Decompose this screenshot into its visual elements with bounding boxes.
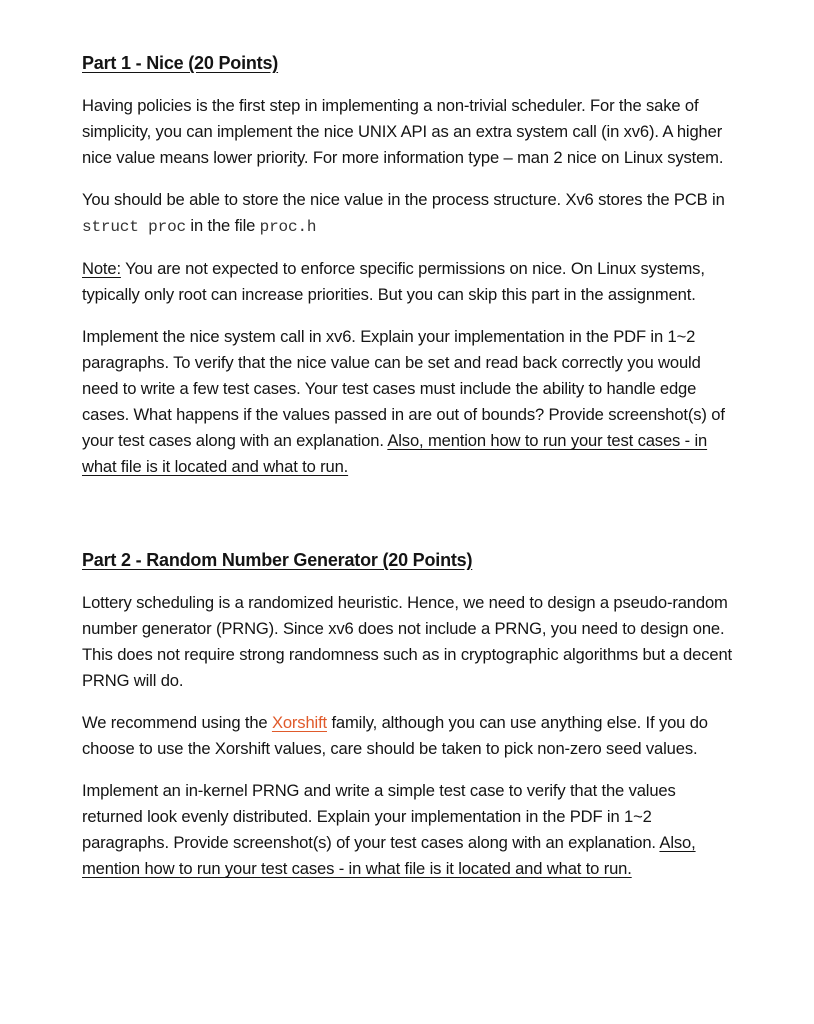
part2-xorshift-text-b: family, although you can use anything else. If you do choose to use the Xorshift values, care should be taken to pick non-zero seed values.	[82, 713, 708, 758]
part1-implement-text: Implement the nice system call in xv6. Explain your implementation in the PDF in 1~2 paragraphs. To verify that the nice value can be set and read back correctly you would need to write a few test cases. Your test cases must include the ability to handle edge cases. What happens if the values passed in are out of bounds? Provide screenshot(s) of your test cases along with an explanation.	[82, 327, 725, 450]
part1-paragraph-storage	[82, 187, 732, 240]
part1-paragraph-note	[82, 256, 732, 308]
code-struct-proc: struct proc	[82, 218, 186, 236]
part1-storage-text-b: in the file	[185, 216, 260, 235]
part2-paragraph-lottery: Lottery scheduling is a randomized heuristic. Hence, we need to design a pseudo-random number generator (PRNG). Since xv6 does not include a PRNG, you need to design one. This does not require strong randomness such as in cryptographic algorithms but a decent PRNG will do.	[82, 593, 732, 690]
xorshift-link[interactable]: Xorshift	[271, 713, 327, 732]
code-proc-h: proc.h	[259, 218, 317, 236]
note-label: Note:	[82, 259, 121, 278]
part1-run-instructions: Also, mention how to run your test cases - in what file is it located and what to run.	[82, 431, 708, 476]
part2-heading: Part 2 - Random Number Generator (20 Points)	[82, 550, 473, 570]
part2-paragraph-implement	[82, 778, 732, 882]
part1-paragraph-implement	[82, 324, 732, 480]
part2-paragraph-xorshift	[82, 710, 732, 762]
part2-implement-text: Implement an in-kernel PRNG and write a simple test case to verify that the values returned look evenly distributed. Explain your implementation in the PDF in 1~2 paragraphs. Provide screenshot(s) of your test cases along with an explanation.	[82, 781, 676, 852]
part1-paragraph-policies: Having policies is the first step in implementing a non-trivial scheduler. For the sake of simplicity, you can implement the nice UNIX API as an extra system call (in xv6). A higher nice value means lower priority. For more information type – man 2 nice on Linux system.	[82, 96, 724, 167]
part2-xorshift-text-a: We recommend using the	[82, 713, 272, 732]
part2-run-instructions: Also, mention how to run your test cases - in what file is it located and what to run.	[82, 833, 696, 878]
part1-heading: Part 1 - Nice (20 Points)	[82, 53, 279, 73]
part1-storage-text-a: You should be able to store the nice value in the process structure. Xv6 stores the PCB in	[82, 190, 725, 209]
document-page	[82, 50, 732, 882]
note-text: You are not expected to enforce specific permissions on nice. On Linux systems, typically only root can increase priorities. But you can skip this part in the assignment.	[82, 259, 705, 304]
